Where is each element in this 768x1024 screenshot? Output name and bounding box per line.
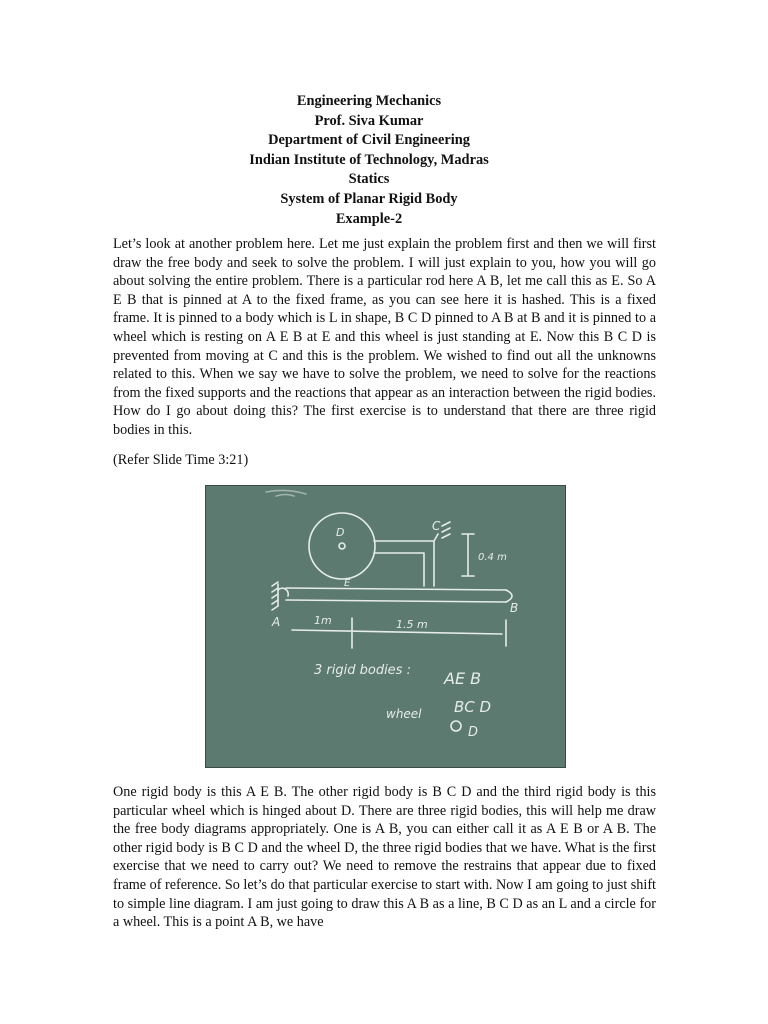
label-d: D bbox=[336, 526, 345, 539]
department: Department of Civil Engineering bbox=[268, 132, 470, 149]
label-body-2: BC D bbox=[454, 698, 492, 716]
label-dim-1: 1m bbox=[314, 614, 332, 627]
professor-name: Prof. Siva Kumar bbox=[314, 112, 424, 129]
label-e: E bbox=[344, 578, 351, 589]
support-hatch bbox=[272, 582, 278, 610]
label-rigid-bodies: 3 rigid bodies : bbox=[314, 663, 411, 678]
course-title: Engineering Mechanics bbox=[296, 93, 442, 109]
label-b: B bbox=[510, 601, 519, 615]
slide-reference: (Refer Slide Time 3:21) bbox=[113, 452, 249, 468]
pin-a bbox=[278, 588, 288, 596]
member-bcd bbox=[374, 541, 434, 586]
institute: Indian Institute of Technology, Madras bbox=[249, 151, 489, 168]
label-a: A bbox=[272, 615, 281, 629]
chalk-smudge bbox=[266, 490, 306, 496]
label-dim-height: 0.4 m bbox=[478, 552, 507, 563]
blackboard-diagram bbox=[206, 486, 565, 767]
label-body-1: AE B bbox=[444, 669, 482, 688]
paragraph-intro: Let’s look at another problem here. Let me just explain the problem first and then we will first draw the free body and seek to solve the problem. I will just explain to you, how you will go about solving the entire problem. There is a particular rod here A B, let me call this as E. So A E B that is pinned at A to the fixed frame, as you can see here it is hashed. This is a fixed frame. It is pinned to a body which is L in shape, B C D pinned to A B at B and it is pinned to a wheel which is resting on A E B at E and this wheel is just standing at E. Now this B C D is prevented from moving at C and this is the problem. We wished to find out all the unknowns related to this. When we say we have to solve the problem, we need to solve for the reactions from the fixed supports and the reactions that appear as an interaction between the rigid bodies. How do I go about doing this? The first exercise is to understand that there are three rigid bodies in this. bbox=[113, 236, 656, 438]
subject: Statics bbox=[348, 171, 390, 188]
wheel-hub bbox=[339, 543, 345, 549]
label-wheel: wheel bbox=[386, 707, 422, 721]
dim-height-line bbox=[462, 534, 474, 576]
label-dim-2: 1.5 m bbox=[396, 618, 428, 631]
topic: System of Planar Rigid Body bbox=[280, 190, 458, 207]
wheel-symbol bbox=[451, 721, 461, 731]
label-body-3: D bbox=[468, 725, 479, 740]
paragraph-continued: One rigid body is this A E B. The other rigid body is B C D and the third rigid body is this particular wheel which is hinged about D. There are three rigid bodies, this will help me draw the free body diagrams appropriately. One is A B, you can either call it as A E B or A B. The other rigid body is B C D and the wheel D, the three rigid bodies that we have. What is the first exercise that we need to carry out? We need to remove the restrains that appear due to fixed frame of reference. So let’s do that particular exercise to start with. Now I am going to just shift to simple line diagram. I am just going to draw this A B as a line, B C D as an L and a circle for a wheel. This is a point A B, we have bbox=[113, 784, 656, 931]
wheel-circle bbox=[309, 513, 375, 579]
example-number: Example-2 bbox=[335, 210, 403, 227]
label-c: C bbox=[432, 519, 441, 533]
blackboard-slide-image bbox=[205, 485, 566, 768]
rod-ab bbox=[286, 588, 506, 602]
document-header bbox=[0, 92, 768, 229]
